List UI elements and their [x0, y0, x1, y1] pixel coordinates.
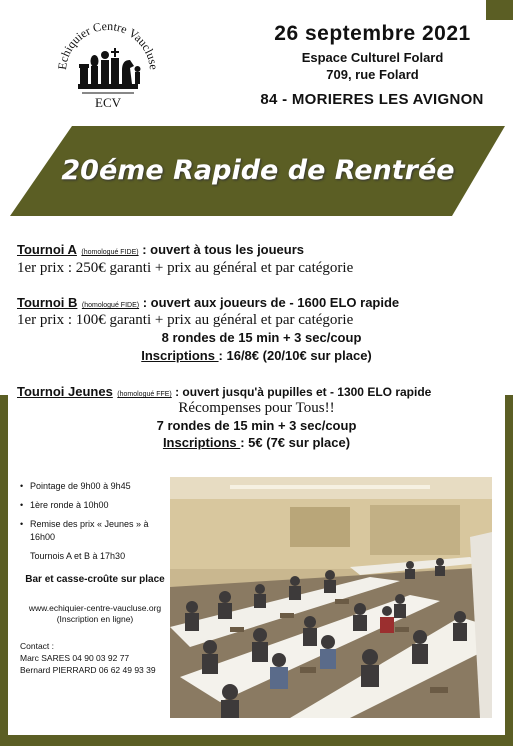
- tournoi-a-heading: [17, 241, 304, 259]
- event-title: 20éme Rapide de Rentrée: [61, 155, 455, 186]
- corner-accent: [486, 0, 513, 20]
- tournoi-jeunes-format: 7 rondes de 15 min + 3 sec/coup: [156, 418, 357, 433]
- schedule-item: • 1ère ronde à 10h00: [20, 499, 170, 512]
- tournoi-b-format: 8 rondes de 15 min + 3 sec/coup: [161, 330, 362, 345]
- tournoi-b-inscriptions: [0, 348, 513, 363]
- chess-pieces-icon: [78, 48, 141, 89]
- tournoi-jeunes-name: Tournoi Jeunes: [17, 384, 113, 399]
- tournoi-b-inscriptions-label: Inscriptions: [141, 348, 219, 363]
- practical-info: [20, 480, 170, 677]
- schedule-item: Tournois A et B à 17h30: [30, 551, 126, 562]
- tournoi-b-heading: [17, 294, 399, 312]
- tournoi-b-name: Tournoi B: [17, 295, 78, 310]
- tournoi-a-homologation: (homologué FIDE): [81, 249, 139, 256]
- venue-name: Espace Culturel Folard: [301, 50, 444, 65]
- tournoi-b-inscriptions-value: : 16/8€ (20/10€ sur place): [218, 348, 372, 363]
- bar-info: Bar et casse-croûte sur place: [25, 574, 165, 586]
- tournoi-jeunes-inscriptions-label: Inscriptions: [162, 435, 241, 450]
- tournoi-b-homologation: (homologué FIDE): [81, 302, 140, 309]
- tournoi-jeunes-eligibility: : ouvert jusqu'à pupilles et - 1300 ELO rapide: [171, 385, 432, 399]
- tournoi-a-eligibility: : ouvert à tous les joueurs: [138, 242, 305, 257]
- tournoi-a-name: Tournoi A: [17, 242, 77, 257]
- tournoi-b-prize: 1er prix : 100€ garanti + prix au général et par catégorie: [17, 312, 354, 328]
- tournoi-jeunes-heading: [17, 383, 431, 401]
- contact-line: Bernard PIERRARD 06 62 49 93 39: [20, 665, 156, 676]
- contact-block: [20, 640, 170, 677]
- logo-arc-text: Echiquier Centre Vaucluse: [54, 18, 161, 71]
- tournament-hall-photo: [170, 477, 492, 718]
- contact-label: Contact :: [20, 640, 55, 651]
- venue-city: 84 - MORIERES LES AVIGNON: [260, 91, 484, 108]
- club-logo: [52, 10, 164, 122]
- tournoi-jeunes-rewards: Récompenses pour Tous!!: [178, 400, 335, 416]
- tournoi-a-prize: 1er prix : 250€ garanti + prix au général et par catégorie: [17, 260, 354, 276]
- venue-address: 709, rue Folard: [326, 67, 419, 82]
- event-date: 26 septembre 2021: [274, 22, 471, 45]
- schedule-item: • Remise des prix « Jeunes » à 16h00: [20, 518, 170, 544]
- website-link[interactable]: www.echiquier-centre-vaucluse.org: [28, 602, 162, 613]
- tournoi-jeunes-inscriptions-value: : 5€ (7€ sur place): [240, 435, 351, 450]
- tournoi-jeunes-homologation: (homologué FFE): [117, 391, 172, 398]
- logo-initials: ECV: [95, 95, 121, 110]
- tournoi-jeunes-inscriptions: [0, 435, 513, 450]
- schedule-item: • Pointage de 9h00 à 9h45: [20, 480, 170, 493]
- tournoi-b-eligibility: : ouvert aux joueurs de - 1600 ELO rapide: [139, 295, 400, 310]
- contact-line: Marc SARES 04 90 03 92 77: [20, 652, 130, 663]
- website-block: [20, 603, 170, 626]
- bottom-frame-bar: [0, 735, 513, 746]
- website-note: (Inscription en ligne): [56, 614, 134, 625]
